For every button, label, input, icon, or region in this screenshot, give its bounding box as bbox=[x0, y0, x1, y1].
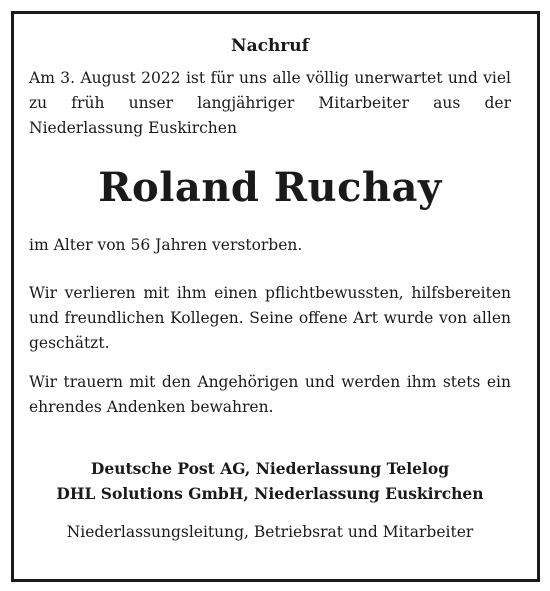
colleague-paragraph: Wir verlieren mit ihm einen pflichtbewussten, hilfsbereiten und freundlichen Kollegen. Seine offene Art wurde von allen geschätzt. bbox=[29, 284, 511, 352]
intro-paragraph: Am 3. August 2022 ist für uns alle völlig unerwartet und viel zu früh unser langjähriger Mitarbeiter aus der Niederlassung Euskirchen bbox=[29, 69, 511, 137]
signature-org-1: Deutsche Post AG, Niederlassung Telelog bbox=[90, 459, 450, 478]
signature-footer: Niederlassungsleitung, Betriebsrat und Mitarbeiter bbox=[66, 523, 474, 541]
obituary-heading: Nachruf bbox=[231, 36, 309, 56]
signature-block bbox=[29, 456, 511, 545]
signature-org-2: DHL Solutions GmbH, Niederlassung Euskirchen bbox=[56, 484, 484, 503]
deceased-name: Roland Ruchay bbox=[98, 164, 442, 211]
age-line: im Alter von 56 Jahren verstorben. bbox=[29, 236, 303, 254]
obituary-content bbox=[29, 36, 511, 545]
mourning-paragraph: Wir trauern mit den Angehörigen und werden ihm stets ein ehrendes Andenken bewahren. bbox=[29, 373, 511, 416]
